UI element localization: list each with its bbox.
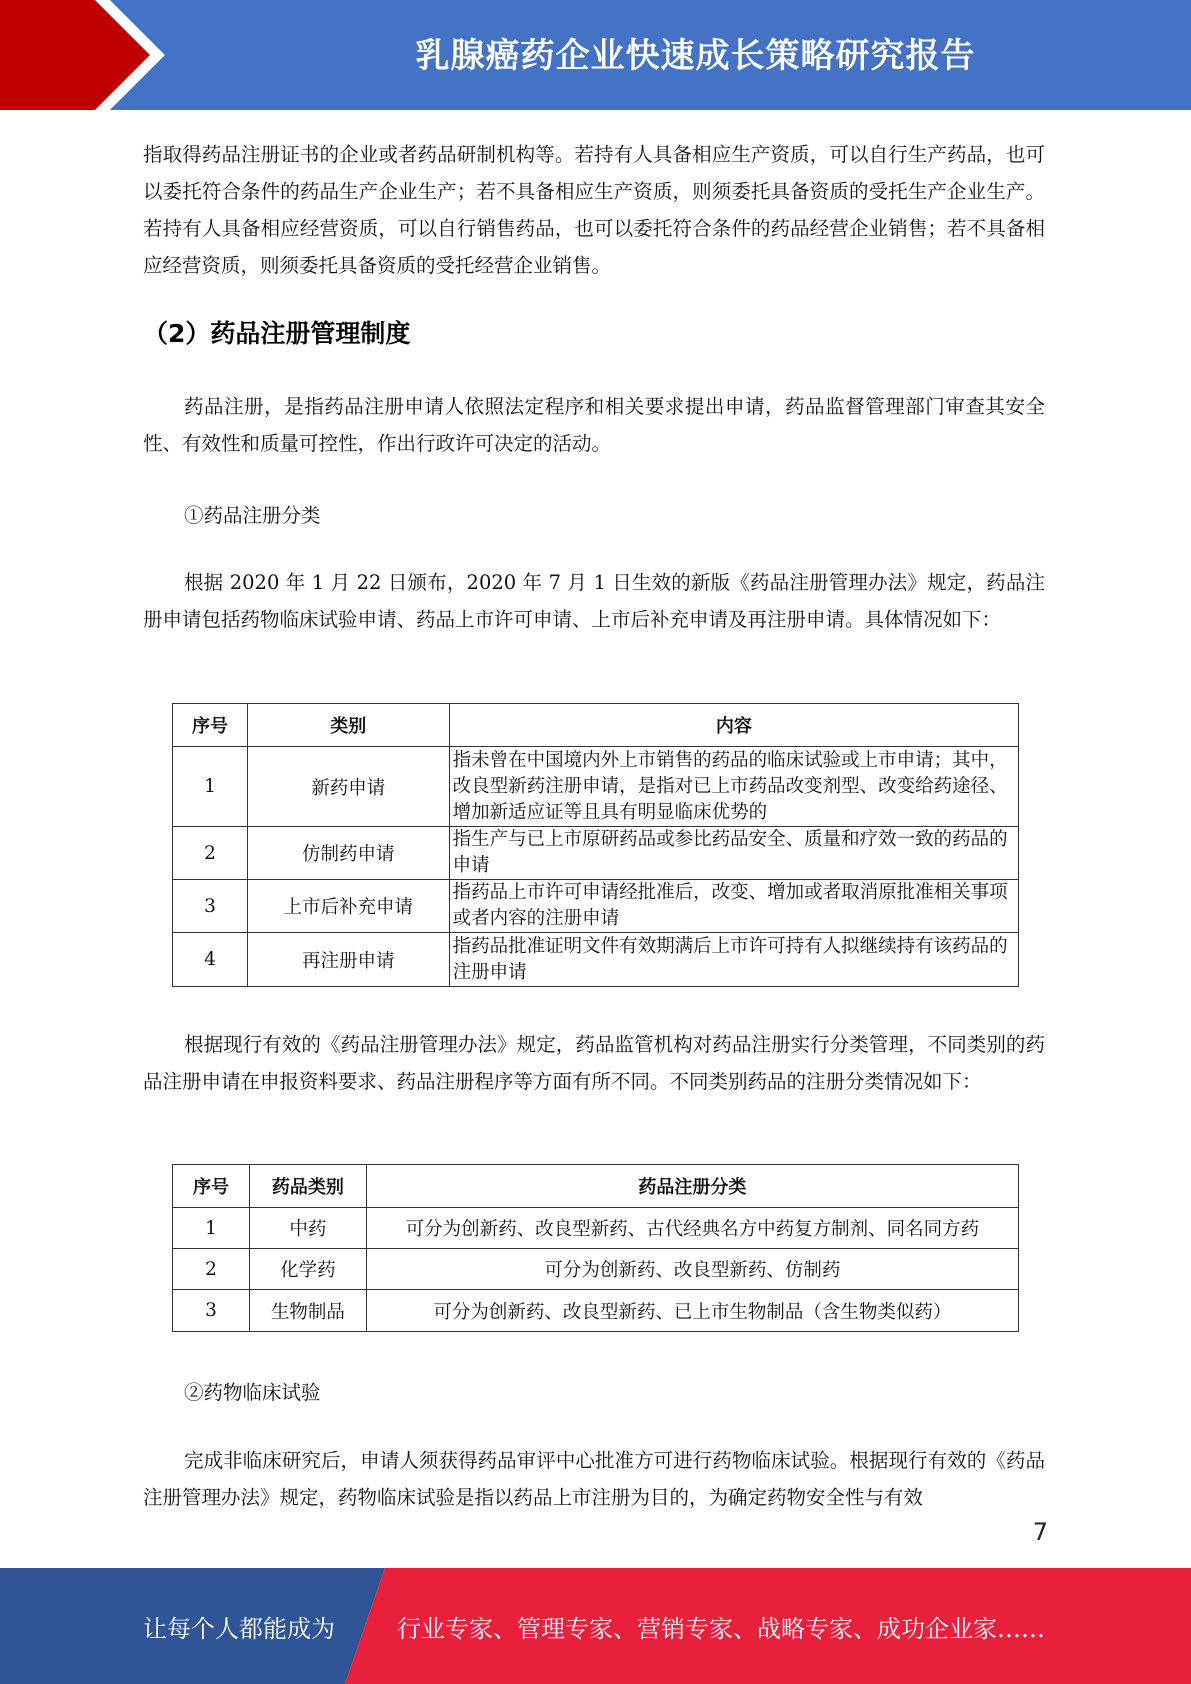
table-row: [173, 1208, 1019, 1249]
report-title: 乳腺癌药企业快速成长策略研究报告: [415, 36, 976, 76]
cell-category: 中药: [249, 1208, 366, 1249]
cell-content: 指生产与已上市原研药品或参比药品安全、质量和疗效一致的药品的申请: [449, 827, 1018, 880]
cell-no: 1: [173, 747, 248, 827]
cell-no: 1: [173, 1208, 250, 1249]
table-header-row: [173, 1165, 1019, 1208]
column-header-drug-category: 药品类别: [249, 1165, 366, 1208]
subheading-clinical-trial: ②药物临床试验: [184, 1381, 321, 1404]
table-row: [173, 933, 1019, 987]
cell-category: 再注册申请: [247, 933, 449, 987]
cell-category: 生物制品: [249, 1290, 366, 1332]
column-header-category: 类别: [247, 704, 449, 747]
cell-category: 化学药: [249, 1249, 366, 1290]
paragraph-classification-management: 根据现行有效的《药品注册管理办法》规定，药品监管机构对药品注册实行分类管理，不同类别的药品注册申请在申报资料要求、药品注册程序等方面有所不同。不同类别药品的注册分类情况如下：: [143, 1033, 1045, 1093]
subheading-registration-classification: ①药品注册分类: [184, 504, 321, 527]
cell-classes: 可分为创新药、改良型新药、古代经典名方中药复方制剂、同名同方药: [366, 1208, 1018, 1249]
table-header-row: [173, 704, 1019, 747]
drug-category-table: [172, 1164, 1019, 1332]
paragraph-registration-rules: 根据 2020 年 1 月 22 日颁布，2020 年 7 月 1 日生效的新版《药品注册管理办法》规定，药品注册申请包括药物临床试验申请、药品上市许可申请、上市后补充申请及再注册申请。具体情况如下：: [143, 571, 1045, 631]
paragraph-registration-definition: 药品注册，是指药品注册申请人依照法定程序和相关要求提出申请，药品监督管理部门审查其安全性、有效性和质量可控性，作出行政许可决定的活动。: [143, 395, 1045, 455]
cell-no: 4: [173, 933, 248, 987]
page-header: [0, 0, 1191, 110]
table-row: [173, 1249, 1019, 1290]
column-header-content: 内容: [449, 704, 1018, 747]
section-heading-drug-registration: （2）药品注册管理制度: [143, 319, 411, 348]
table-row: [173, 1290, 1019, 1332]
cell-no: 3: [173, 1290, 250, 1332]
cell-classes: 可分为创新药、改良型新药、仿制药: [366, 1249, 1018, 1290]
cell-content: 指药品上市许可申请经批准后，改变、增加或者取消原批准相关事项或者内容的注册申请: [449, 880, 1018, 933]
table-row: [173, 747, 1019, 827]
cell-no: 2: [173, 1249, 250, 1290]
cell-category: 仿制药申请: [247, 827, 449, 880]
column-header-registration-class: 药品注册分类: [366, 1165, 1018, 1208]
cell-no: 2: [173, 827, 248, 880]
registration-application-table: [172, 703, 1019, 987]
page-number: 7: [1032, 1518, 1048, 1546]
table-row: [173, 880, 1019, 933]
cell-classes: 可分为创新药、改良型新药、已上市生物制品（含生物类似药）: [366, 1290, 1018, 1332]
table-row: [173, 827, 1019, 880]
cell-category: 新药申请: [247, 747, 449, 827]
cell-no: 3: [173, 880, 248, 933]
footer-slogan-left: 让每个人都能成为: [143, 1615, 335, 1643]
column-header-no: 序号: [173, 1165, 250, 1208]
footer-slogan-right: 行业专家、管理专家、营销专家、战略专家、成功企业家……: [397, 1615, 1045, 1643]
paragraph-clinical-trial: 完成非临床研究后，申请人须获得药品审评中心批准方可进行药物临床试验。根据现行有效的《药品注册管理办法》规定，药物临床试验是指以药品上市注册为目的，为确定药物安全性与有效: [143, 1449, 1045, 1509]
column-header-no: 序号: [173, 704, 248, 747]
cell-category: 上市后补充申请: [247, 880, 449, 933]
cell-content: 指药品批准证明文件有效期满后上市许可持有人拟继续持有该药品的注册申请: [449, 933, 1018, 987]
paragraph-holder-definition: 指取得药品注册证书的企业或者药品研制机构等。若持有人具备相应生产资质，可以自行生产药品，也可以委托符合条件的药品生产企业生产；若不具备相应生产资质，则须委托具备资质的受托生产企业生产。若持有人具备相应经营资质，可以自行销售药品，也可以委托符合条件的药品经营企业销售；若不具备相应经营资质，则须委托具备资质的受托经营企业销售。: [143, 143, 1045, 277]
page-footer: [0, 1568, 1191, 1684]
cell-content: 指未曾在中国境内外上市销售的药品的临床试验或上市申请；其中，改良型新药注册申请，是指对已上市药品改变剂型、改变给药途径、增加新适应证等且具有明显临床优势的: [449, 747, 1018, 827]
